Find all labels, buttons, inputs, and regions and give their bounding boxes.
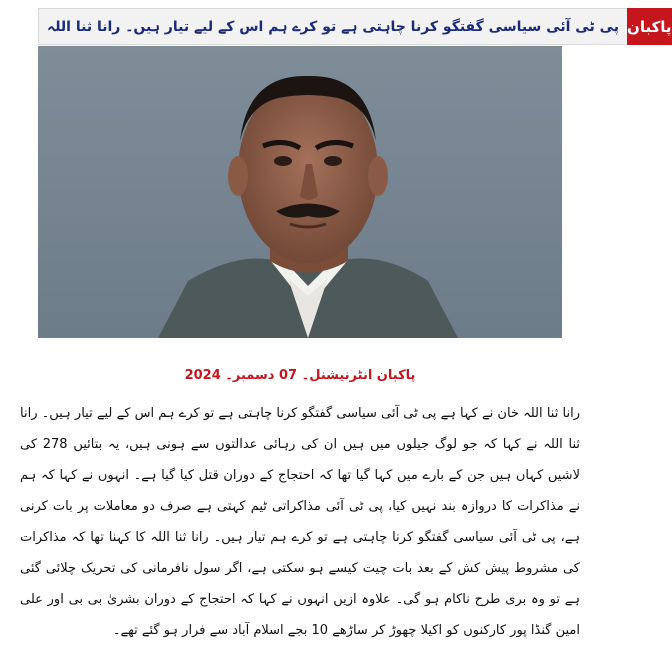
brand-logo-box: [627, 8, 672, 45]
headline-text: پی ٹی آئی سیاسی گفتگو کرنا چاہتی ہے تو کرے ہم اس کے لیے تیار ہیں۔ رانا ثنا اللہ: [47, 18, 620, 35]
brand-logo-text: پاکبان: [627, 17, 672, 36]
portrait-illustration: [38, 46, 562, 338]
news-photo: [38, 46, 562, 338]
news-header-banner: [38, 8, 672, 45]
headline-ticker: [38, 8, 627, 45]
dateline: پاکبان انٹرنیشنل۔ 07 دسمبر۔ 2024: [184, 368, 416, 383]
article-body: رانا ثنا اللہ خان نے کہا ہے پی ٹی آئی سیاسی گفتگو کرنا چاہتی ہے تو کرے ہم اس کے لیے تیار ہیں۔ رانا ثنا اللہ نے کہا کہ جو لوگ جیلوں میں ہیں ان کی رہائی عدالتوں سے ہونی ہیں، یہ بتائیں 278 کی لاشیں کہاں ہیں جن کے بارے میں کہا گیا تھا کہ احتجاج کے دوران قتل کیا گیا ہے۔ انہوں نے کہا کہ ہم نے مذاکرات کا دروازہ بند نہیں کیا، پی ٹی آئی مذاکراتی ٹیم کہتی ہے صرف دو معاملات پر بات کرنی ہے، پی ٹی آئی سیاسی گفتگو کرنا چاہتی ہے تو کرے ہم تیار ہیں۔ رانا ثنا اللہ کا کہنا تھا کہ مذاکرات کی مشروط پیش کش کے بعد بات چیت کیسے ہو سکتی ہے، اگر سول نافرمانی کی تحریک چلائی گئی ہے تو وہ بری طرح ناکام ہو گی۔ علاوہ ازیں انہوں نے کہا کہ احتجاج کے دوران بشریٰ بی بی اور علی امین گنڈا پور کارکنوں کو اکیلا چھوڑ کر ساڑھے 10 بجے اسلام آباد سے فرار ہو گئے تھے۔: [20, 406, 580, 638]
